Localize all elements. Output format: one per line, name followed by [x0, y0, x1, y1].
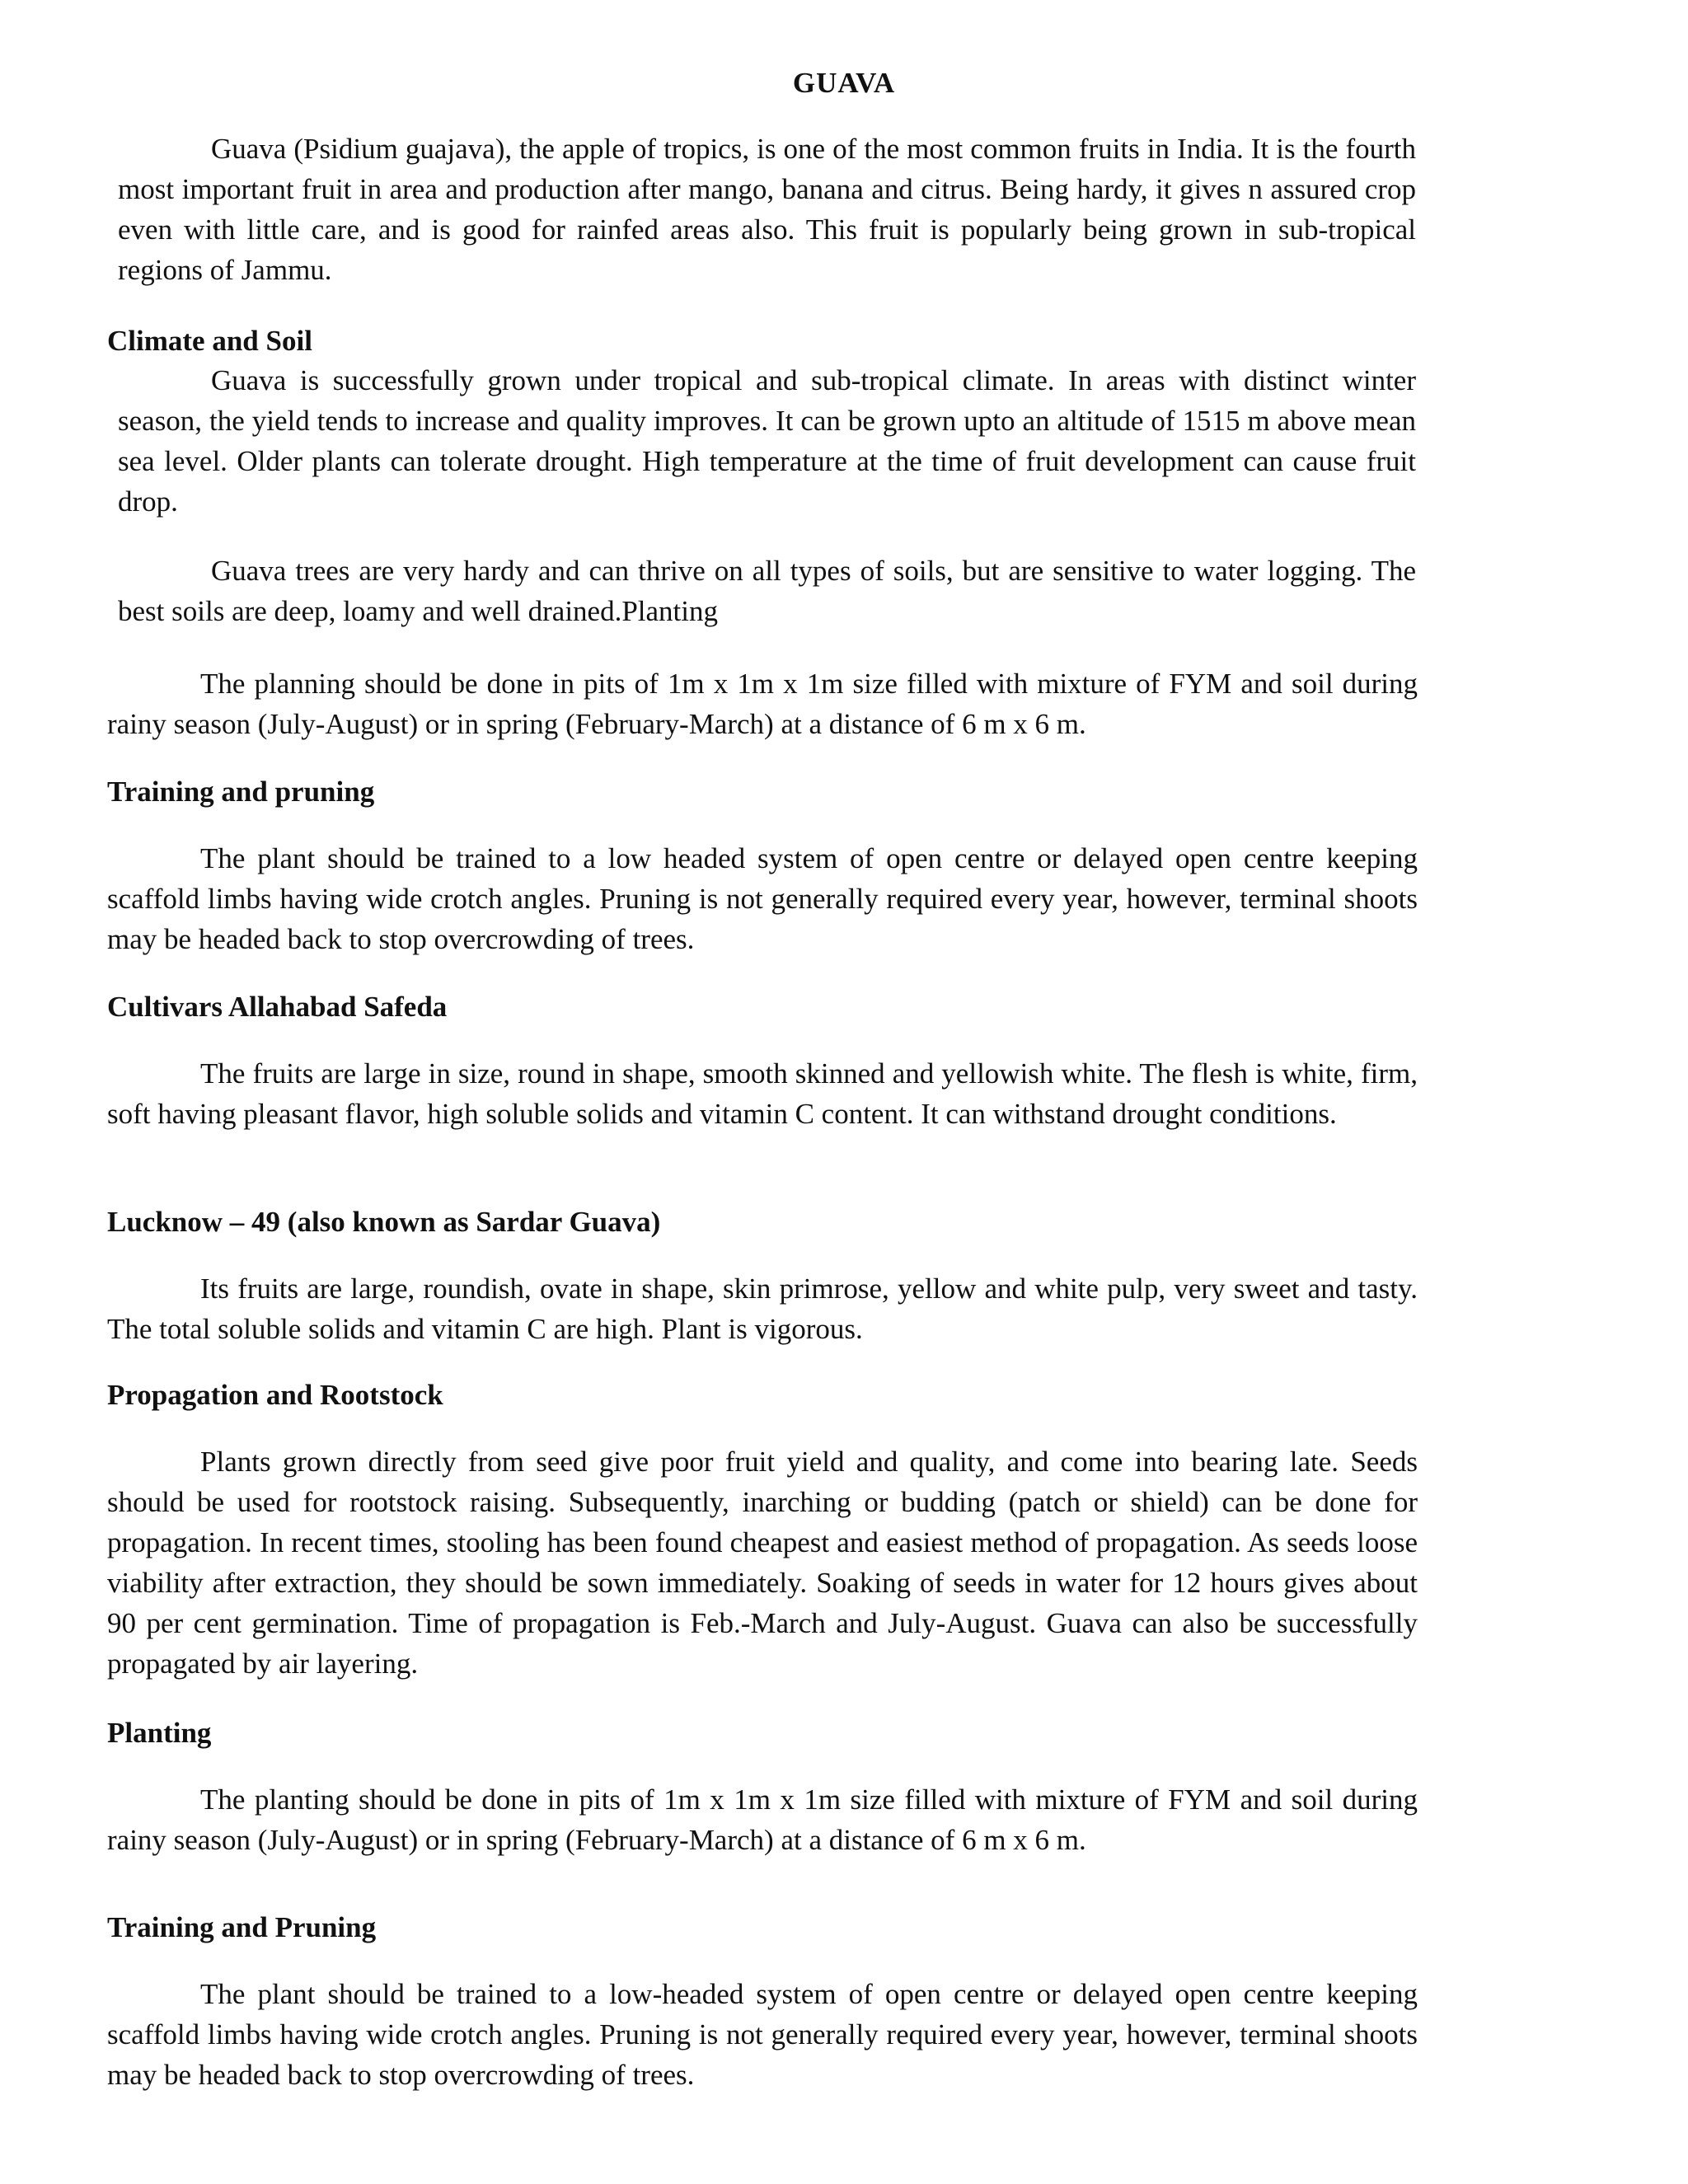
propagation-paragraph: Plants grown directly from seed give poor fruit yield and quality, and come into bearing late. Seeds should be used for rootstock raising. Subsequently, inarching or budding (patch or shield) can be done for propagation. In recent times, stooling has been found cheapest and easiest method of propagation. As seeds loose viability after extraction, they should be sown immediately. Soaking of seeds in water for 12 hours gives about 90 per cent germination. Time of propagation is Feb.-March and July-August. Guava can also be successfully propagated by air layering. — [107, 1446, 1418, 1680]
planning-paragraph: The planning should be done in pits of 1m x 1m x 1m size filled with mixture of FYM and soil during rainy season (July-August) or in spring (February-March) at a distance of 6 m x 6 m. — [107, 668, 1418, 740]
document-title: GUAVA — [792, 67, 896, 99]
planting-heading: Planting — [107, 1717, 212, 1749]
intro-paragraph: Guava (Psidium guajava), the apple of tropics, is one of the most common fruits in India. It is the fourth most important fruit in area and production after mango, banana and citrus. Being hardy, it gives n assured crop even with little care, and is good for rainfed areas also. This fruit is popularly being grown in sub-tropical regions of Jammu. — [118, 133, 1416, 286]
soil-paragraph: Guava trees are very hardy and can thrive on all types of soils, but are sensitive to water logging. The best soils are deep, loamy and well drained.Planting — [118, 555, 1416, 627]
climate-soil-heading: Climate and Soil — [107, 325, 312, 357]
climate-paragraph: Guava is successfully grown under tropical and sub-tropical climate. In areas with distinct winter season, the yield tends to increase and quality improves. It can be grown upto an altitude of 1515 m above mean sea level. Older plants can tolerate drought. High temperature at the time of fruit development can cause fruit drop. — [118, 364, 1416, 518]
training-pruning-paragraph-2: The plant should be trained to a low-headed system of open centre or delayed open centre keeping scaffold limbs having wide crotch angles. Pruning is not generally required every year, however, terminal shoots may be headed back to stop overcrowding of trees. — [107, 1978, 1418, 2091]
training-pruning-heading-2: Training and Pruning — [107, 1911, 377, 1943]
training-pruning-heading: Training and pruning — [107, 776, 375, 808]
cultivars-paragraph: The fruits are large in size, round in shape, smooth skinned and yellowish white. The flesh is white, firm, soft having pleasant flavor, high soluble solids and vitamin C content. It can withstand drought conditions. — [107, 1057, 1418, 1130]
planting-paragraph: The planting should be done in pits of 1m x 1m x 1m size filled with mixture of FYM and soil during rainy season (July-August) or in spring (February-March) at a distance of 6 m x 6 m. — [107, 1783, 1418, 1856]
cultivars-heading: Cultivars Allahabad Safeda — [107, 991, 448, 1023]
training-pruning-paragraph: The plant should be trained to a low headed system of open centre or delayed open centre keeping scaffold limbs having wide crotch angles. Pruning is not generally required every year, however, terminal shoots may be headed back to stop overcrowding of trees. — [107, 842, 1418, 955]
propagation-heading: Propagation and Rootstock — [107, 1379, 443, 1411]
lucknow-heading: Lucknow – 49 (also known as Sardar Guava) — [107, 1206, 661, 1238]
lucknow-paragraph: Its fruits are large, roundish, ovate in shape, skin primrose, yellow and white pulp, very sweet and tasty. The total soluble solids and vitamin C are high. Plant is vigorous. — [107, 1272, 1418, 1345]
